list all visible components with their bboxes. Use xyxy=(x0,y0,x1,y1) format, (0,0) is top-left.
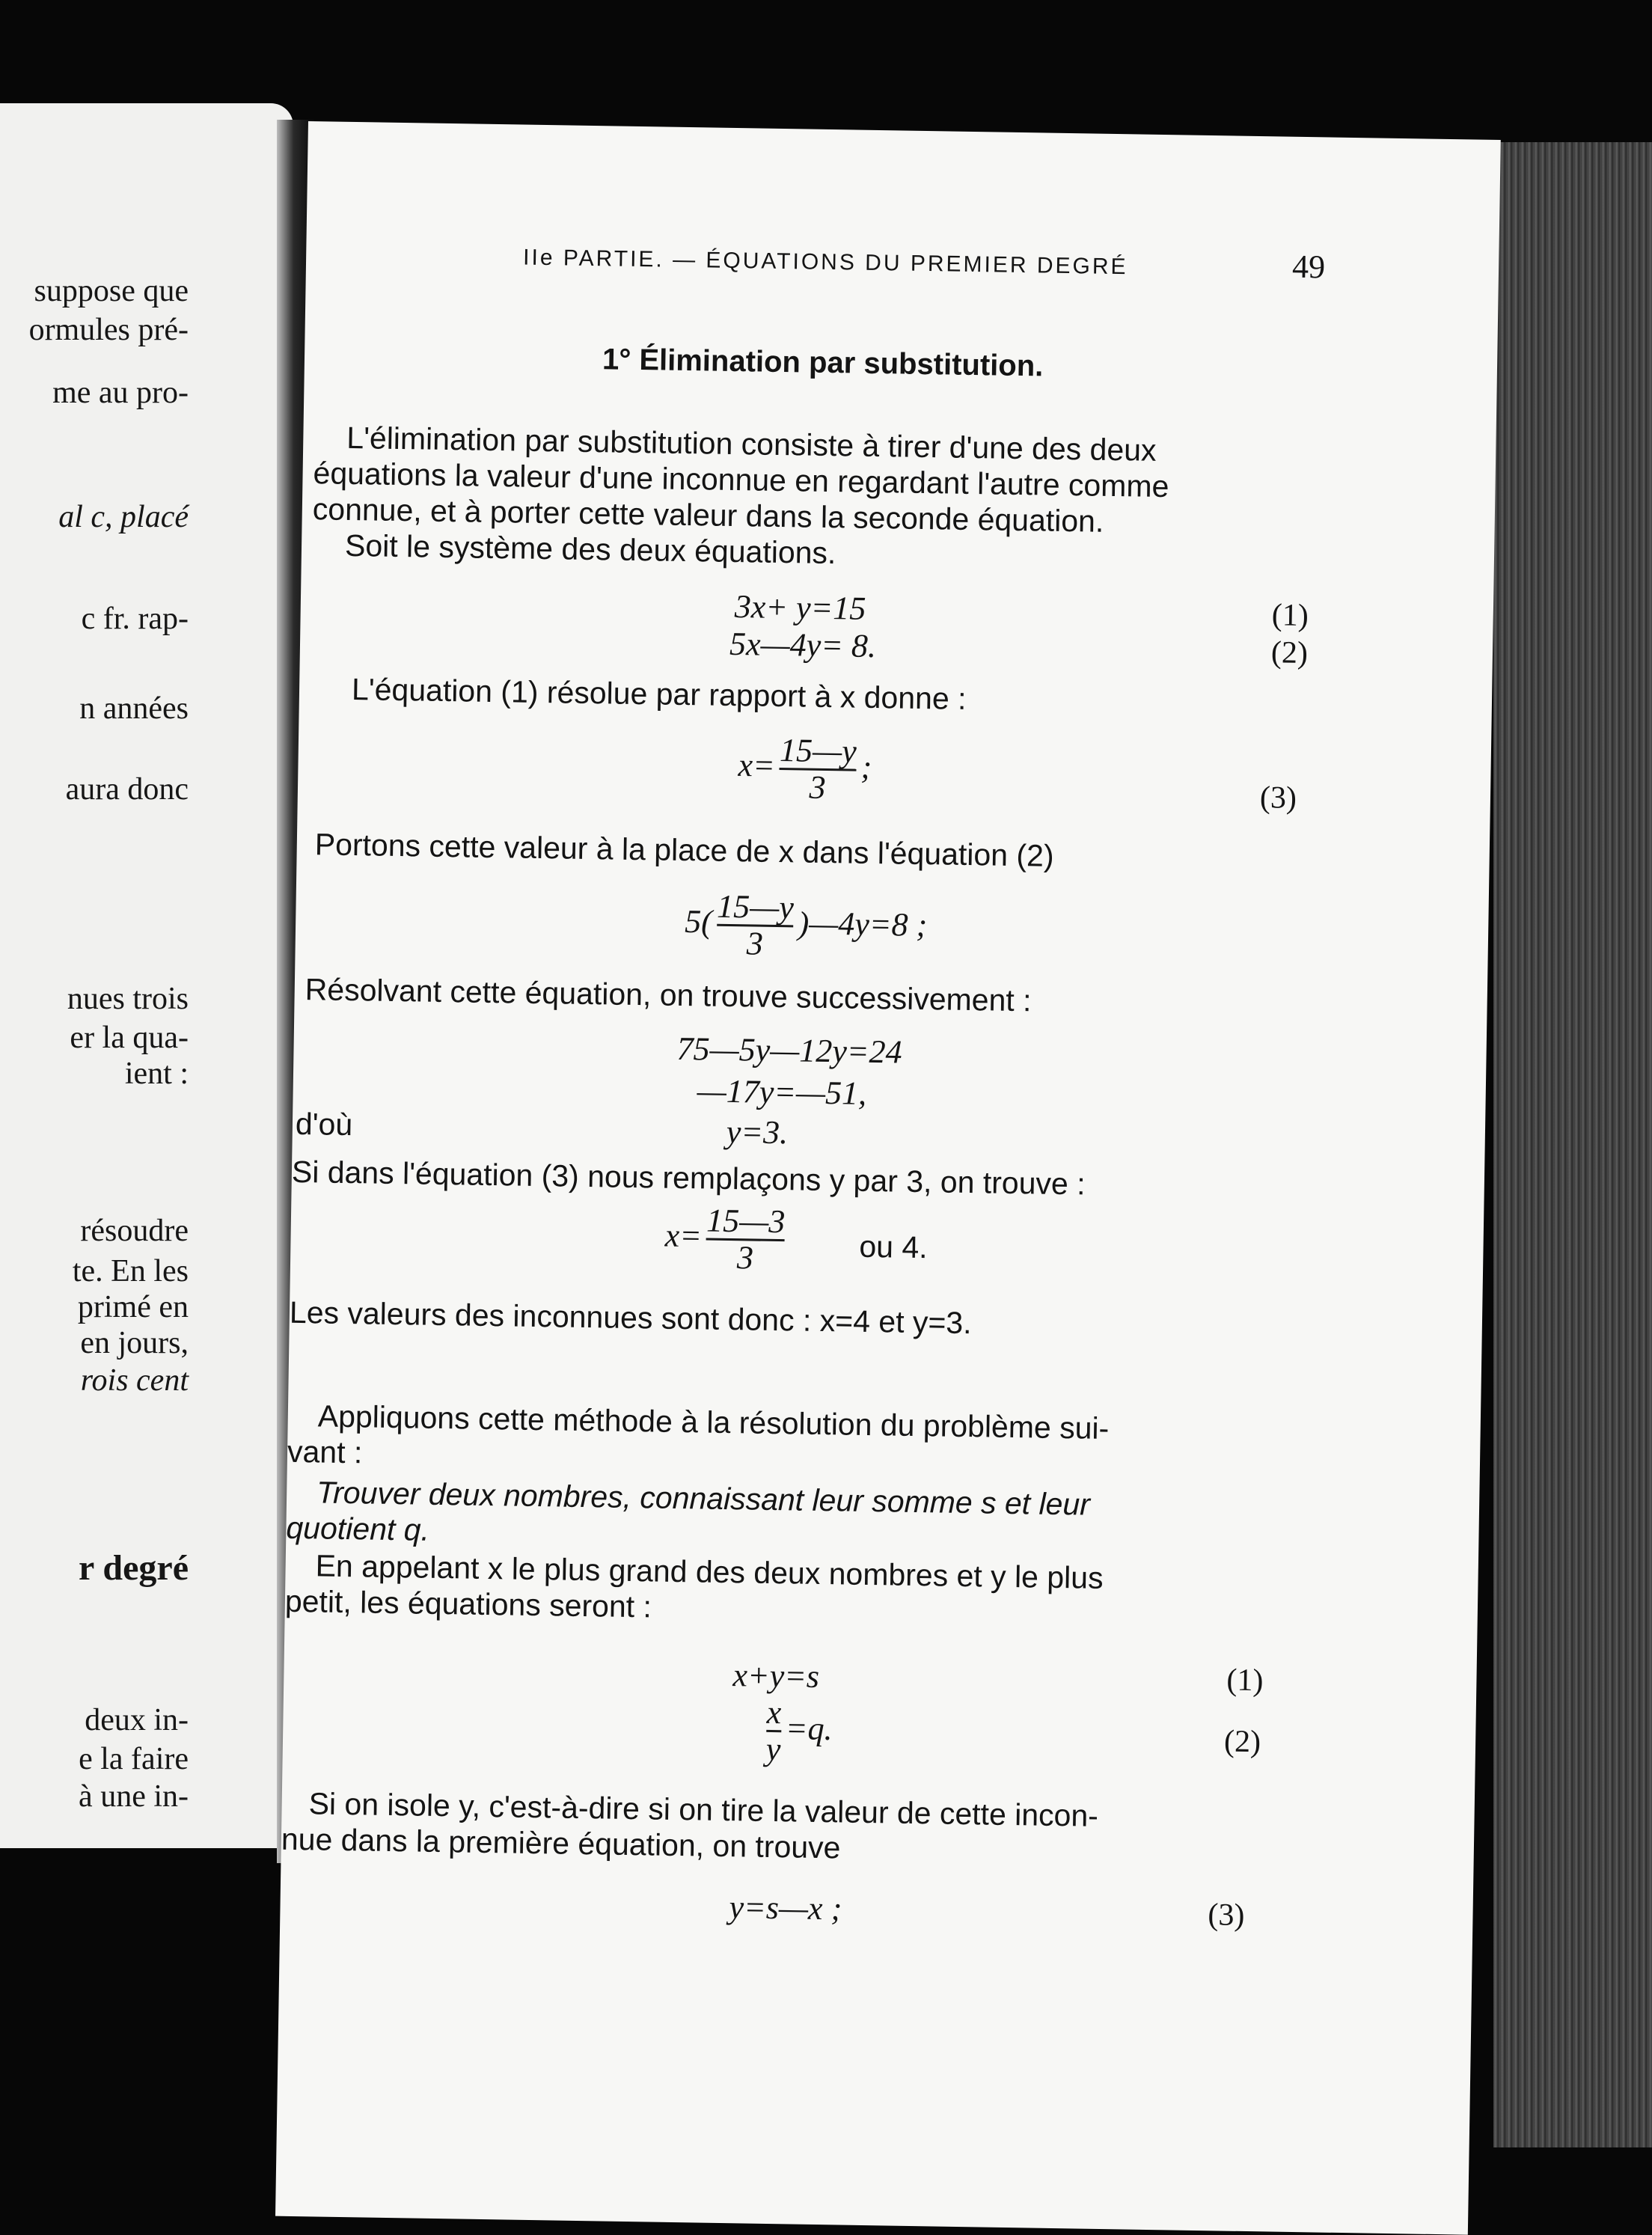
equation-number: (1) xyxy=(1226,1663,1264,1699)
equation-part: 5( xyxy=(684,902,713,941)
equation-lhs: x= xyxy=(664,1217,703,1255)
left-line: ormules pré- xyxy=(28,313,189,347)
equation-b xyxy=(762,1693,833,1768)
equation-lhs: x= xyxy=(738,746,776,784)
left-line: al c, placé xyxy=(58,500,189,534)
step-1: 75—5y—12y=24 xyxy=(676,1030,902,1071)
paragraph-line: nue dans la première équation, on trouve xyxy=(281,1821,841,1865)
left-line: suppose que xyxy=(34,274,189,308)
left-line: ient : xyxy=(124,1057,189,1091)
left-line: primé en xyxy=(77,1290,189,1324)
running-head: IIe PARTIE. — ÉQUATIONS DU PREMIER DEGRÉ xyxy=(522,245,1128,280)
paragraph-line: Si on isole y, c'est-à-dire si on tire la valeur de cette incon- xyxy=(308,1786,1099,1833)
numerator: 15—y xyxy=(716,887,795,926)
paragraph-line: Soit le système des deux équations. xyxy=(344,528,836,571)
left-line: er la qua- xyxy=(70,1021,189,1055)
x-equation xyxy=(664,1203,790,1277)
numerator: 15—y xyxy=(779,732,857,770)
paragraph-line: Les valeurs des inconnues sont donc : x=4 et y=3. xyxy=(289,1294,972,1341)
left-line: aura donc xyxy=(65,772,189,807)
paragraph-line: L'équation (1) résolue par rapport à x donne : xyxy=(351,672,967,716)
paragraph-line: vant : xyxy=(287,1434,363,1470)
left-heading: r degré xyxy=(78,1548,189,1588)
numerator: x xyxy=(766,1693,782,1731)
denominator: y xyxy=(765,1731,781,1768)
equation-a: x+y=s xyxy=(732,1657,820,1695)
left-line: deux in- xyxy=(85,1703,189,1737)
left-line: e la faire xyxy=(79,1742,189,1776)
fraction xyxy=(706,1204,786,1277)
left-line: rois cent xyxy=(80,1363,189,1398)
equation-c: y=s—x ; xyxy=(729,1889,842,1927)
equation-tail: ; xyxy=(860,748,872,786)
numerator: 15—3 xyxy=(706,1202,786,1241)
left-line: en jours, xyxy=(80,1326,189,1360)
paragraph-line: Appliquons cette méthode à la résolution du problème sui- xyxy=(317,1398,1110,1446)
right-page xyxy=(275,121,1501,2235)
left-line: nues trois xyxy=(67,982,189,1016)
left-line: résoudre xyxy=(80,1214,189,1248)
paragraph-line: connue, et à porter cette valeur dans la seconde équation. xyxy=(312,492,1104,539)
equation-number: (3) xyxy=(1259,780,1297,816)
page-edges xyxy=(1493,142,1652,2147)
paragraph-line: petit, les équations seront : xyxy=(284,1583,652,1624)
left-line: à une in- xyxy=(79,1779,189,1814)
left-line: me au pro- xyxy=(52,376,189,410)
step-2: —17y=—51, xyxy=(697,1072,867,1112)
equation-number: (2) xyxy=(1270,635,1309,671)
left-line: te. En les xyxy=(72,1254,189,1288)
equation-1: 3x+ y=15 xyxy=(734,588,866,627)
denominator: 3 xyxy=(779,768,856,806)
paragraph-line: Portons cette valeur à la place de x dans l'équation (2) xyxy=(314,827,1054,873)
left-page xyxy=(0,103,293,1848)
equation-3 xyxy=(738,733,872,806)
equation-2: 5x—4y= 8. xyxy=(729,625,877,665)
substitution-equation xyxy=(684,889,927,964)
equation-number: (1) xyxy=(1271,598,1309,634)
equation-number: (3) xyxy=(1208,1898,1245,1933)
paragraph-line: Si dans l'équation (3) nous remplaçons y par 3, on trouve : xyxy=(291,1154,1086,1202)
paragraph-line: équations la valeur d'une inconnue en regardant l'autre comme xyxy=(313,456,1169,504)
paragraph-line: d'où xyxy=(295,1106,353,1143)
left-line: c fr. rap- xyxy=(81,602,189,636)
paragraph-line: L'élimination par substitution consiste à tirer d'une des deux xyxy=(346,420,1157,468)
paragraph-line: En appelant x le plus grand des deux nombres et y le plus xyxy=(315,1548,1104,1595)
paragraph-line: ou 4. xyxy=(859,1229,929,1265)
page-number: 49 xyxy=(1291,248,1326,286)
left-line: n années xyxy=(79,691,189,726)
equation-part: )—4y=8 ; xyxy=(798,905,928,944)
equation-tail: =q. xyxy=(785,1710,833,1748)
section-title: 1° Élimination par substitution. xyxy=(602,343,1044,383)
problem-statement: Trouver deux nombres, connaissant leur somme s et leur xyxy=(316,1475,1091,1522)
fraction xyxy=(779,733,857,806)
fraction xyxy=(716,887,795,962)
paragraph-line: Résolvant cette équation, on trouve successivement : xyxy=(305,972,1032,1018)
step-3: y=3. xyxy=(726,1113,789,1152)
problem-statement: quotient q. xyxy=(286,1510,430,1547)
fraction xyxy=(765,1693,782,1768)
denominator: 3 xyxy=(716,924,793,962)
denominator: 3 xyxy=(706,1238,785,1277)
equation-number: (2) xyxy=(1223,1724,1261,1760)
